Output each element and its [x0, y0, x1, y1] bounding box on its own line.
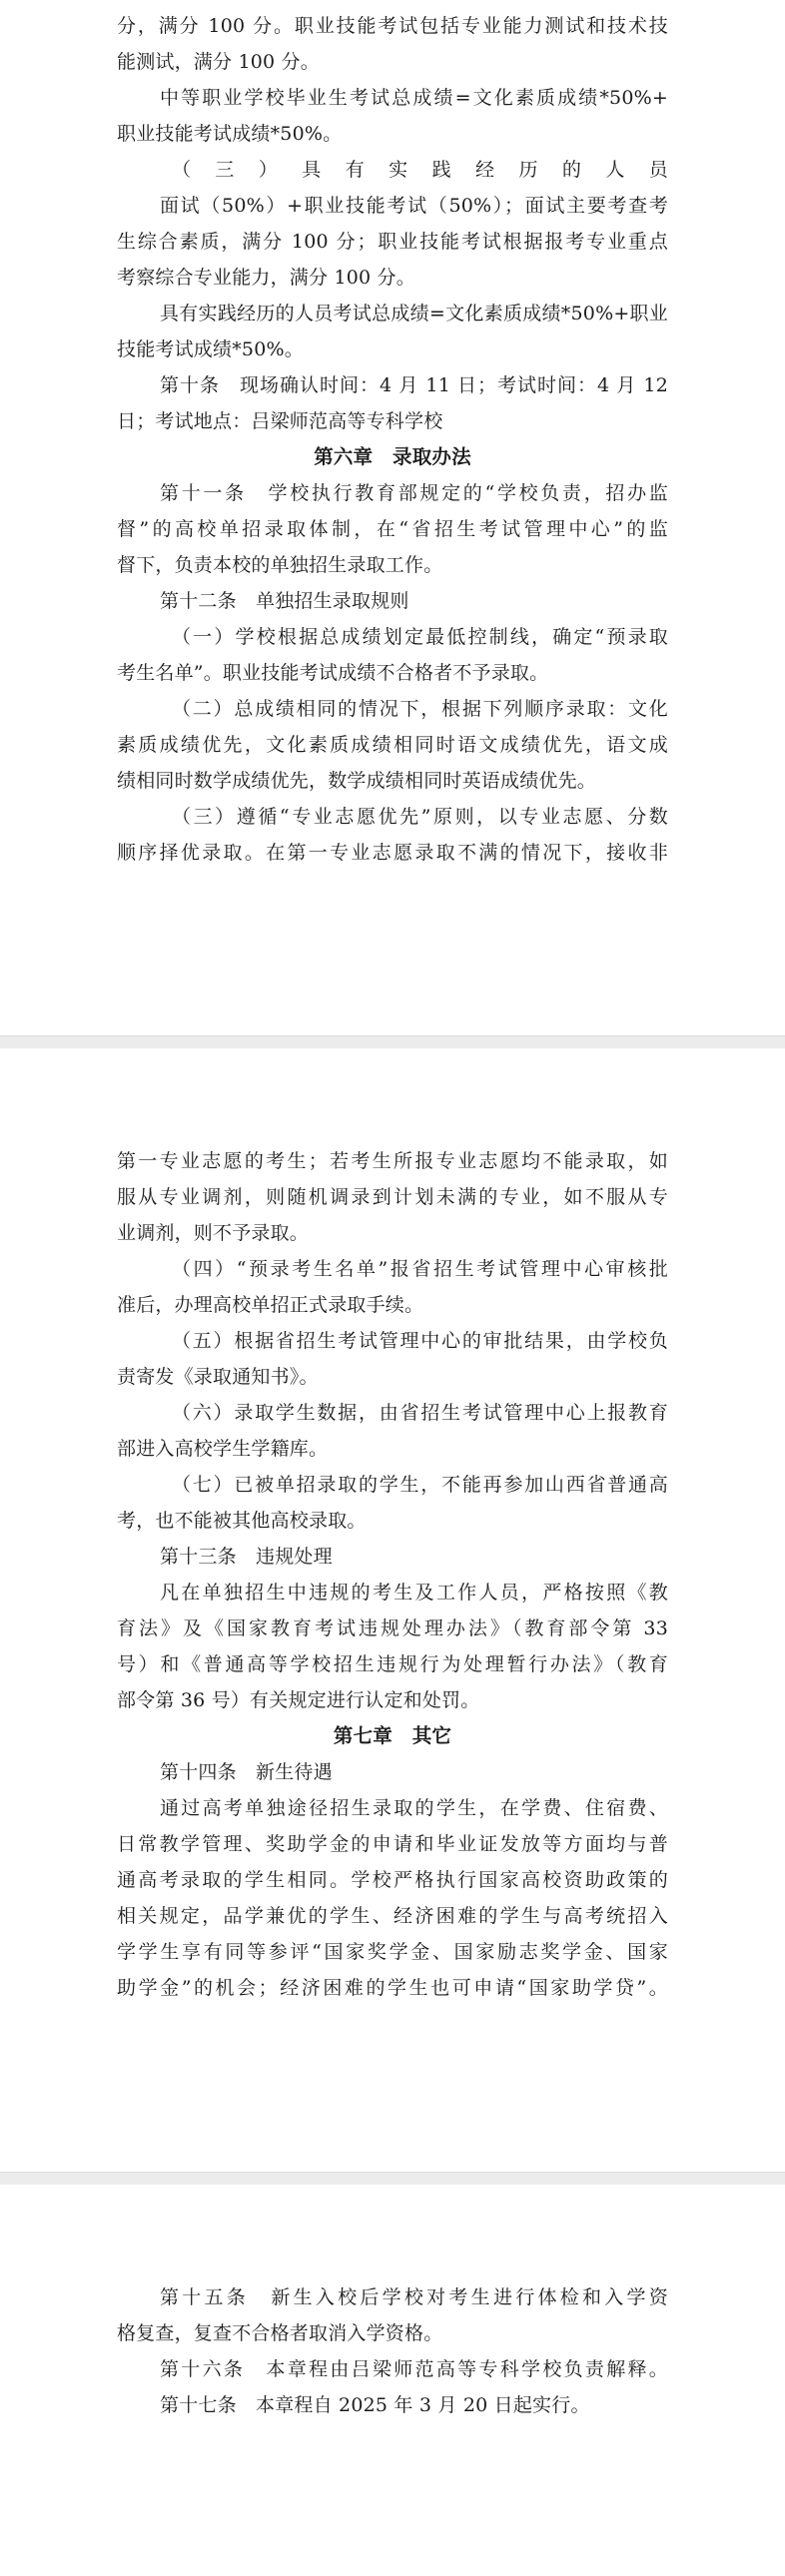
paragraph-line: （四）“预录考生名单”报省招生考试管理中心审核批: [172, 1258, 668, 1280]
paragraph-line: 具有实践经历的人员考试总成绩=文化素质成绩*50%+职业: [160, 303, 668, 324]
document-page-2: [0, 1048, 785, 2171]
paragraph-line: （七）已被单招录取的学生，不能再参加山西省普通高: [172, 1474, 668, 1496]
paragraph-line: 能测试，满分 100 分。: [117, 51, 320, 73]
paragraph-line: 准后，办理高校单招正式录取手续。: [117, 1294, 424, 1316]
paragraph-line: 第十五条 新生入校后学校对考生进行体检和入学资: [160, 2286, 668, 2308]
paragraph-line: 考，也不能被其他高校录取。: [117, 1510, 367, 1532]
paragraph-line: （二）总成绩相同的情况下，根据下列顺序录取：文化: [172, 698, 668, 720]
paragraph-line: 第十二条 单独招生录取规则: [160, 590, 409, 612]
paragraph-line: 考察综合专业能力，满分 100 分。: [117, 267, 415, 289]
paragraph-line: 第十四条 新生待遇: [160, 1761, 333, 1783]
paragraph-line: 第一专业志愿的考生；若考生所报专业志愿均不能录取，如: [117, 1150, 668, 1172]
page-separator: [0, 1035, 785, 1049]
paragraph-line: （六）录取学生数据，由省招生考试管理中心上报教育: [172, 1402, 668, 1424]
paragraph-line: （一）学校根据总成绩划定最低控制线，确定“预录取: [172, 626, 668, 648]
paragraph-line: 学学生享有同等参评“国家奖学金、国家励志奖学金、国家: [117, 1941, 668, 1963]
paragraph-line: 第十六条 本章程由吕梁师范高等专科学校负责解释。: [160, 2358, 668, 2380]
paragraph-line: 第十七条 本章程自 2025 年 3 月 20 日起实行。: [160, 2394, 590, 2416]
paragraph-line: 第十三条 违规处理: [160, 1546, 333, 1568]
paragraph-line: 育法》及《国家教育考试违规处理办法》（教育部令第 33: [117, 1617, 668, 1639]
page-1-content: [117, 8, 668, 871]
paragraph-line: 相关规定，品学兼优的学生、经济困难的学生与高考统招入: [117, 1905, 668, 1927]
paragraph-line: （三）具有实践经历的人员: [172, 159, 668, 181]
paragraph-line: 绩相同时数学成绩优先，数学成绩相同时英语成绩优先。: [117, 770, 597, 792]
page-3-content: [117, 2279, 668, 2423]
paragraph-line: 凡在单独招生中违规的考生及工作人员，严格按照《教: [160, 1582, 668, 1604]
paragraph-line: 日；考试地点：吕梁师范高等专科学校: [117, 410, 443, 432]
paragraph-line: 分，满分 100 分。职业技能考试包括专业能力测试和技术技: [117, 15, 668, 37]
paragraph-line: 通高考录取的学生相同。学校严格执行国家高校资助政策的: [117, 1869, 668, 1891]
paragraph-line: 部进入高校学生学籍库。: [117, 1438, 329, 1460]
paragraph-line: 素质成绩优先，文化素质成绩相同时语文成绩优先，语文成: [117, 734, 668, 756]
paragraph-line: 服从专业调剂，则随机调录到计划未满的专业，如不服从专: [117, 1186, 668, 1208]
paragraph-line: 号）和《普通高等学校招生违规行为处理暂行办法》（教育: [117, 1653, 668, 1675]
chapter-heading: 第七章 其它: [333, 1724, 452, 1747]
paragraph-line: （五）根据省招生考试管理中心的审批结果，由学校负: [172, 1330, 668, 1352]
paragraph-line: 技能考试成绩*50%。: [117, 338, 304, 360]
paragraph-line: 业调剂，则不予录取。: [117, 1222, 310, 1244]
paragraph-line: 面试（50%）+职业技能考试（50%）；面试主要考查考: [160, 195, 668, 217]
paragraph-line: 通过高考单独途径招生录取的学生，在学费、住宿费、: [160, 1797, 668, 1819]
paragraph-line: 格复查，复查不合格者取消入学资格。: [117, 2322, 443, 2344]
paragraph-line: 考生名单”。职业技能考试成绩不合格者不予录取。: [117, 662, 549, 684]
paragraph-line: 督”的高校单招录取体制，在“省招生考试管理中心”的监: [117, 518, 668, 540]
paragraph-line: （三）遵循“专业志愿优先”原则，以专业志愿、分数: [172, 806, 668, 828]
paragraph-line: 第十一条 学校执行教育部规定的“学校负责，招办监: [160, 482, 668, 504]
paragraph-line: 助学金”的机会；经济困难的学生也可申请“国家助学贷”。: [117, 1977, 668, 1999]
paragraph-line: 日常教学管理、奖助学金的申请和毕业证发放等方面均与普: [117, 1833, 668, 1855]
page-2-content: [117, 1143, 668, 2006]
paragraph-line: 中等职业学校毕业生考试总成绩=文化素质成绩*50%+: [160, 87, 668, 109]
page-separator: [0, 2172, 785, 2186]
paragraph-line: 生综合素质，满分 100 分；职业技能考试根据报考专业重点: [117, 231, 668, 253]
paragraph-line: 责寄发《录取通知书》。: [117, 1366, 319, 1388]
paragraph-line: 部令第 36 号）有关规定进行认定和处罚。: [117, 1689, 480, 1711]
paragraph-line: 督下，负责本校的单独招生录取工作。: [117, 554, 443, 576]
document-page-1: [0, 0, 785, 1035]
document-page-3: [0, 2185, 785, 2576]
chapter-heading: 第六章 录取办法: [314, 445, 471, 468]
paragraph-line: 职业技能考试成绩*50%。: [117, 123, 343, 145]
paragraph-line: 第十条 现场确认时间：4 月 11 日；考试时间：4 月 12: [160, 374, 668, 396]
paragraph-line: 顺序择优录取。在第一专业志愿录取不满的情况下，接收非: [117, 842, 668, 864]
